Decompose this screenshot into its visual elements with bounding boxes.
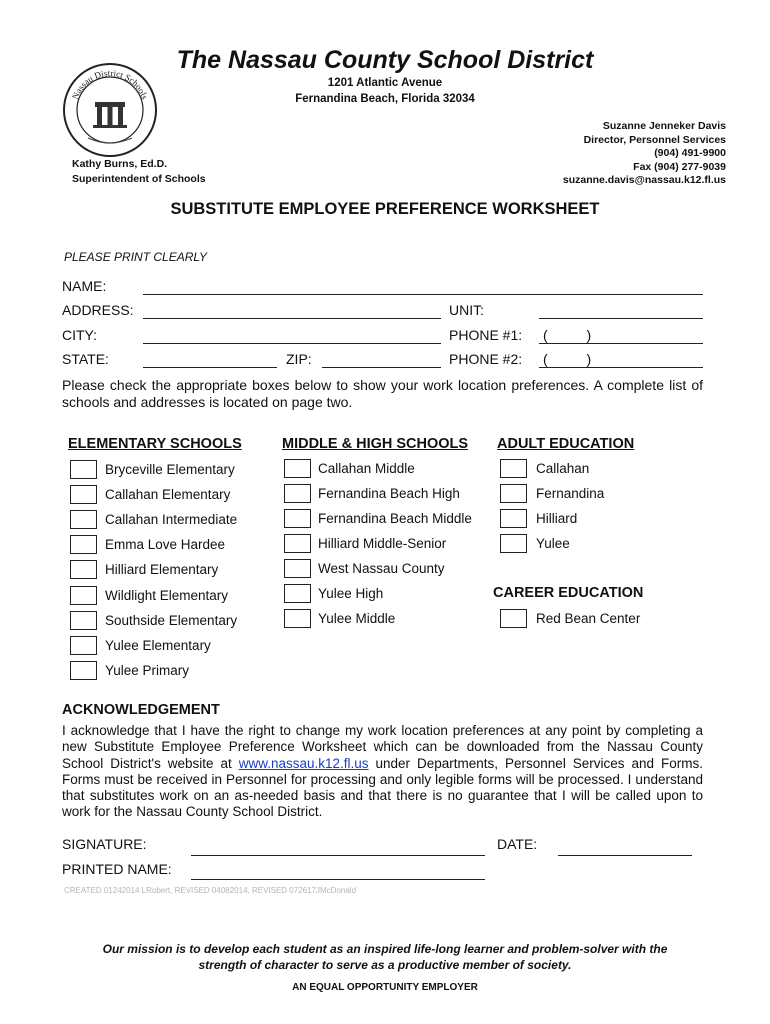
acknowledgement-text — [62, 723, 703, 821]
middle_high-option-label: West Nassau County — [318, 561, 445, 576]
date-label: DATE: — [497, 836, 538, 852]
address-line-1: 1201 Atlantic Avenue — [327, 77, 443, 89]
mission-statement: Our mission is to develop each student as an inspired life-long learner and problem-solver with the strength of character to serve as a productive member of society. — [102, 942, 668, 972]
zip-field[interactable] — [322, 366, 441, 368]
middle_high-option-label: Fernandina Beach Middle — [318, 511, 472, 526]
elementary-checkbox[interactable] — [70, 485, 97, 504]
phone2-parens: ( ) — [543, 351, 592, 367]
elementary-checkbox[interactable] — [70, 586, 97, 605]
phone1-field[interactable] — [539, 342, 703, 344]
middle_high-option-label: Yulee High — [318, 586, 384, 601]
unit-field[interactable] — [539, 317, 703, 319]
elementary-option-label: Southside Elementary — [105, 612, 238, 628]
adult-checkbox[interactable] — [500, 484, 527, 503]
director-email: suzanne.davis@nassau.k12.fl.us — [562, 174, 726, 186]
director-title: Director, Personnel Services — [583, 133, 726, 146]
signature-field[interactable] — [191, 854, 485, 856]
printed-name-label: PRINTED NAME: — [62, 861, 172, 877]
svg-text:Nassau District Schools: Nassau District Schools — [70, 67, 151, 101]
phone2-field[interactable] — [539, 366, 703, 368]
zip-label: ZIP: — [286, 351, 312, 367]
elementary-option-label: Wildlight Elementary — [105, 587, 229, 603]
district-website-link[interactable]: www.nassau.k12.fl.us — [238, 755, 369, 771]
address-line-2: Fernandina Beach, Florida 32034 — [295, 93, 475, 105]
elementary-checkbox[interactable] — [70, 510, 97, 529]
director-phone: (904) 491-9900 — [654, 147, 726, 159]
elementary-checkbox[interactable] — [70, 661, 97, 680]
elementary-option-label: Callahan Intermediate — [105, 512, 238, 528]
elementary-checkbox[interactable] — [70, 560, 97, 579]
elementary-option-label: Yulee Elementary — [105, 637, 211, 653]
preferences-intro: Please check the appropriate boxes below to show your work location preferences. A complete list of schools and addresses is located on page two. — [62, 377, 703, 410]
elementary-option-label: Hilliard Elementary — [105, 562, 219, 578]
state-label: STATE: — [62, 351, 109, 367]
adult-checkbox[interactable] — [500, 459, 527, 478]
middle_high-option-label: Yulee Middle — [318, 611, 396, 626]
address-label: ADDRESS: — [62, 302, 134, 318]
middle-high-heading: MIDDLE & HIGH SCHOOLS — [282, 436, 469, 452]
signature-label: SIGNATURE: — [62, 836, 147, 852]
superintendent-block — [72, 157, 206, 187]
middle_high-option-label: Hilliard Middle-Senior — [318, 536, 447, 551]
elementary-option-label: Yulee Primary — [105, 662, 190, 678]
director-contact-block — [563, 120, 726, 188]
address-field[interactable] — [143, 317, 441, 319]
phone1-label: PHONE #1: — [449, 327, 523, 343]
printed-name-field[interactable] — [191, 878, 485, 880]
revision-note: CREATED 01242014 LRobert, REVISED 04082014, REVISED 072617JMcDonald — [64, 886, 357, 895]
middle_high-checkbox[interactable] — [284, 584, 311, 603]
phone2-label: PHONE #2: — [449, 351, 523, 367]
middle_high-option-label: Callahan Middle — [318, 461, 415, 476]
elementary-checkbox[interactable] — [70, 460, 97, 479]
middle_high-checkbox[interactable] — [284, 509, 311, 528]
city-field[interactable] — [143, 342, 441, 344]
date-field[interactable] — [558, 854, 692, 856]
middle_high-checkbox[interactable] — [284, 559, 311, 578]
adult-option-label: Callahan — [536, 461, 590, 476]
director-fax: Fax (904) 277-9039 — [633, 160, 726, 173]
elementary-heading: ELEMENTARY SCHOOLS — [68, 436, 242, 452]
elementary-option-label: Bryceville Elementary — [105, 462, 235, 477]
career-education-heading: CAREER EDUCATION — [493, 585, 644, 601]
equal-opportunity-footer: AN EQUAL OPPORTUNITY EMPLOYER — [292, 982, 478, 993]
adult-checkbox[interactable] — [500, 534, 527, 553]
adult-education-heading: ADULT EDUCATION — [497, 436, 635, 452]
elementary-checkbox[interactable] — [70, 611, 97, 630]
name-field[interactable] — [143, 293, 703, 295]
unit-label: UNIT: — [449, 302, 484, 318]
director-name: Suzanne Jenneker Davis — [602, 120, 726, 132]
ack-text-part1: I acknowledge that I have the right to change my work location preferences at any point by completing a new Substitute Employee Preference Worksheet which can be downloaded from the Nassau County School District's website at — [62, 723, 703, 771]
superintendent-name: Kathy Burns, Ed.D. — [72, 158, 168, 170]
name-label: NAME: — [62, 278, 107, 294]
elementary-option-label: Emma Love Hardee — [105, 537, 226, 553]
adult-option-label: Yulee — [536, 536, 570, 551]
career-checkbox[interactable] — [500, 609, 527, 628]
middle_high-option-label: Fernandina Beach High — [318, 486, 460, 501]
phone1-parens: ( ) — [543, 327, 592, 343]
middle_high-checkbox[interactable] — [284, 534, 311, 553]
career-option-label: Red Bean Center — [536, 611, 641, 626]
acknowledgement-heading: ACKNOWLEDGEMENT — [62, 702, 220, 718]
ack-text-part2: under Departments, Personnel Services and Forms. Forms must be received in Personnel for processing and only legible forms will be processed. I understand that substitutes work on an as-needed basis and that there is no guarantee that I will be called upon to work for the Nassau County School District. — [62, 755, 703, 820]
adult-option-label: Hilliard — [536, 511, 578, 526]
elementary-checkbox[interactable] — [70, 535, 97, 554]
adult-option-label: Fernandina — [536, 486, 605, 501]
elementary-checkbox[interactable] — [70, 636, 97, 655]
city-label: CITY: — [62, 327, 98, 343]
elementary-option-label: Callahan Elementary — [105, 487, 231, 503]
form-title: SUBSTITUTE EMPLOYEE PREFERENCE WORKSHEET — [170, 200, 600, 218]
middle_high-checkbox[interactable] — [284, 609, 311, 628]
state-field[interactable] — [143, 366, 277, 368]
print-clearly-instruction: PLEASE PRINT CLEARLY — [64, 250, 207, 264]
middle_high-checkbox[interactable] — [284, 484, 311, 503]
district-title: The Nassau County School District — [176, 46, 594, 74]
middle_high-checkbox[interactable] — [284, 459, 311, 478]
adult-checkbox[interactable] — [500, 509, 527, 528]
superintendent-title: Superintendent of Schools — [72, 173, 206, 185]
